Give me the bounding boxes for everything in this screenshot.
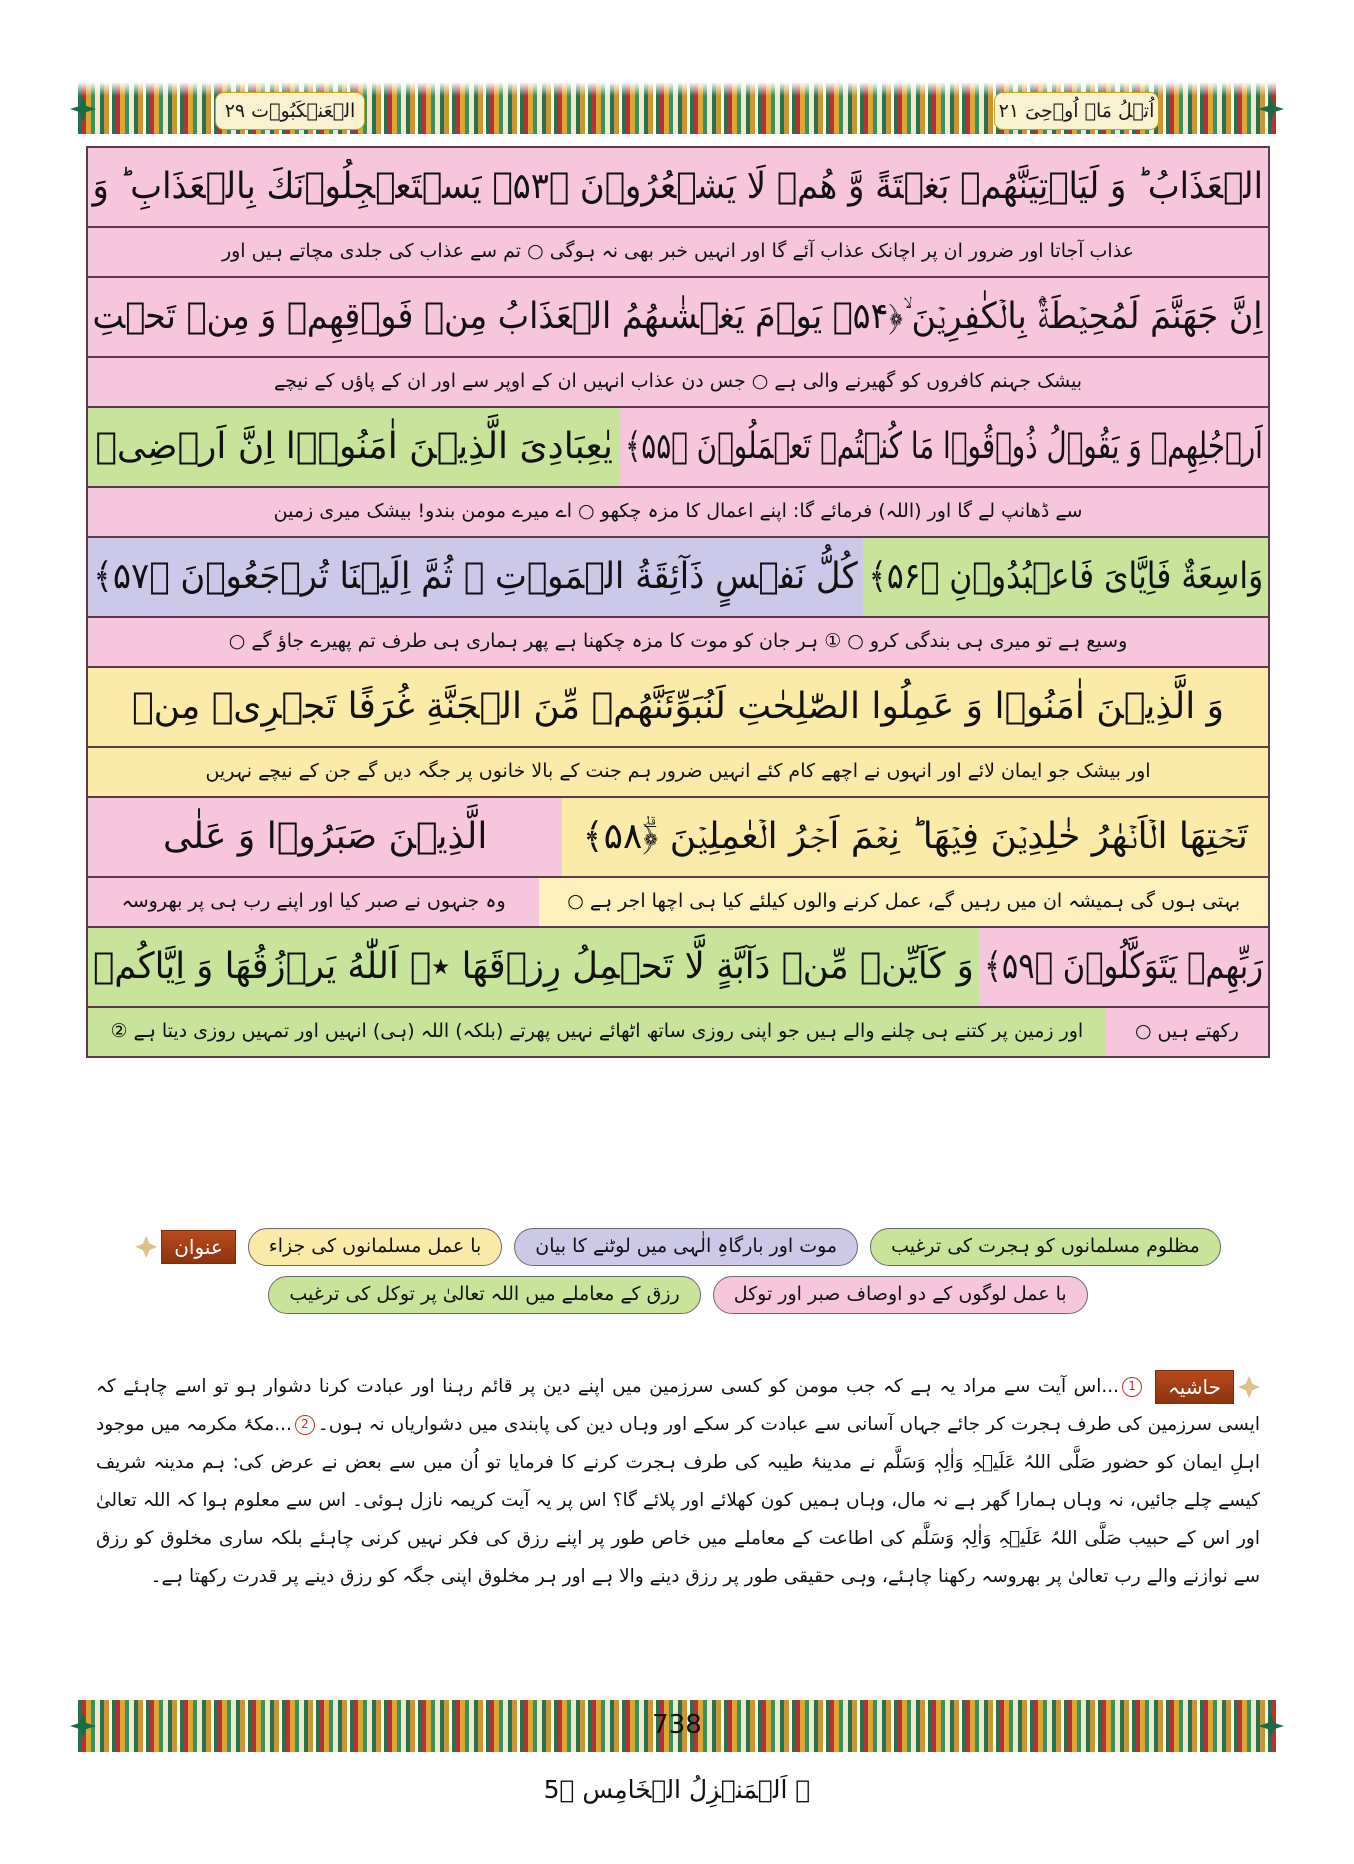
ayah-segment xyxy=(88,278,1268,356)
page-number: 738 xyxy=(652,1710,702,1740)
ayah-segment xyxy=(88,928,979,1006)
ayah-segment xyxy=(88,538,863,616)
ayah-text: یٰعِبَادِیَ الَّذِیۡنَ اٰمَنُوۡۤا اِنَّ اَرۡضِیۡ xyxy=(95,426,613,467)
topics-section xyxy=(86,1228,1270,1314)
ayah-text: تَحۡتِهَا الۡاَنۡهٰرُ خٰلِدِیۡنَ فِیۡهَا ؕ نِعۡمَ اَجۡرُ الۡعٰمِلِیۡنَ ﴿ۗ۵۸﴾ xyxy=(582,816,1248,857)
ayah-segment xyxy=(88,408,620,486)
topics-label: عنوان xyxy=(161,1230,236,1264)
ayah-text: اِنَّ جَهَنَّمَ لَمُحِیۡطَةٌۢ بِالۡكٰفِرِیۡنَ ۙ﴿۵۴﴾ یَوۡمَ یَغۡشٰىهُمُ الۡعَذَابُ مِنۡ فَوۡقِهِمۡ وَ مِنۡ تَحۡتِ xyxy=(92,296,1264,337)
verse-block xyxy=(86,146,1270,1058)
footnote-label-wrap xyxy=(1155,1370,1260,1404)
manzil-label: ﴿ اَلۡمَنۡزِلُ الۡخَامِس ﴾5 xyxy=(543,1775,811,1804)
footnote-marker-1: 1 xyxy=(1122,1377,1142,1397)
translation-text: اور زمین پر کتنے ہی چلنے والے ہیں جو اپنی روزی ساتھ اٹھائے نہیں پھرتے (بلکہ) اللہ (ہی) انہیں اور تمہیں روزی دیتا ہے ② xyxy=(110,1020,1084,1043)
ayah-text: الَّذِیۡنَ صَبَرُوۡا وَ عَلٰی xyxy=(163,816,488,857)
translation-segment xyxy=(88,488,1268,536)
topic-pill[interactable]: موت اور بارگاہِ الٰہی میں لوٹنے کا بیان xyxy=(514,1228,858,1266)
translation-segment xyxy=(539,878,1268,926)
translation-segment xyxy=(88,358,1268,406)
footnote-text-2: ...مکۂ مکرمہ میں موجود اہلِ ایمان کو حضور صَلَّی اللہُ عَلَیۡہِ وَاٰلِہٖ وَسَلَّم نے مدینۂ طیبہ کی طرف ہجرت کرنے کا فرمایا تو اُن میں سے بعض نے عرض کی: ہم مدینہ شریف کیسے چلے جائیں، نہ وہاں ہمارا گھر ہے نہ مال، وہاں ہمیں کون کھلائے اور پلائے گا؟ اس پر یہ آیت کریمہ نازل ہوئی۔ اس سے معلوم ہوا کہ اللہ تعالیٰ اور اس کے حبیب صَلَّی اللہُ عَلَیۡہِ وَاٰلِہٖ وَسَلَّم کی اطاعت کے معاملے میں خاص طور پر اپنے رزق کی فکر نہیں کرنی چاہئے بلکہ ساری مخلوق کو رزق سے نوازنے والے رب تعالیٰ پر بھروسہ رکھنا چاہئے، وہی حقیقی طور پر رزق دینے والا ہے اور ہر مخلوق اپنی جگہ کو رزق دینے پر قدرت رکھتا ہے۔ xyxy=(96,1413,1260,1587)
translation-row xyxy=(88,878,1268,928)
translation-segment xyxy=(88,228,1268,276)
translation-segment xyxy=(1106,1008,1268,1056)
translation-text: وہ جنہوں نے صبر کیا اور اپنے رب ہی پر بھروسہ xyxy=(121,890,506,913)
translation-row xyxy=(88,488,1268,538)
translation-row xyxy=(88,228,1268,278)
ayah-row xyxy=(88,278,1268,358)
translation-segment xyxy=(88,748,1268,796)
topic-pill[interactable]: با عمل مسلمانوں کی جزاء xyxy=(248,1228,503,1266)
ayah-row xyxy=(88,928,1268,1008)
translation-text: عذاب آجاتا اور ضرور ان پر اچانک عذاب آئے گا اور انہیں خبر بھی نہ ہوگی ○ تم سے عذاب کی جلدی مچاتے ہیں اور xyxy=(221,240,1135,263)
ayah-row xyxy=(88,798,1268,878)
ayah-row xyxy=(88,538,1268,618)
ayah-segment xyxy=(88,668,1268,746)
translation-text: بہتی ہوں گی ہمیشہ ان میں رہیں گے، عمل کرنے والوں کیلئے کیا ہی اچھا اجر ہے ○ xyxy=(567,890,1241,913)
topic-pill[interactable]: با عمل لوگوں کے دو اوصاف صبر اور توکل xyxy=(713,1276,1088,1314)
ayah-text: وَاسِعَةٌ فَاِیَّایَ فَاعۡبُدُوۡنِ ﴿۵۶﴾ xyxy=(868,556,1263,597)
ayah-text: وَ الَّذِیۡنَ اٰمَنُوۡا وَ عَمِلُوا الصّٰلِحٰتِ لَنُبَوِّئَنَّهُمۡ مِّنَ الۡجَنَّةِ غُرَفًا تَجۡرِیۡ مِنۡ xyxy=(131,686,1225,727)
translation-text: بیشک جہنم کافروں کو گھیرنے والی ہے ○ جس دن عذاب انہیں ان کے اوپر سے اور ان کے پاؤں کے نیچے xyxy=(273,370,1083,393)
juz-name-cartouche: اُتۡلُ مَاۤ اُوۡحِیَ ٢١ xyxy=(994,92,1159,130)
translation-text: وسیع ہے تو میری ہی بندگی کرو ○ ① ہر جان کو موت کا مزہ چکھنا ہے پھر ہماری ہی طرف تم پھیرے جاؤ گے ○ xyxy=(228,630,1128,653)
footnote-label: حاشیہ xyxy=(1155,1370,1234,1404)
ornament-icon xyxy=(135,1236,157,1258)
ayah-text: رَبِّهِمۡ یَتَوَكَّلُوۡنَ ﴿۵۹﴾ xyxy=(983,946,1263,987)
ayah-row xyxy=(88,668,1268,748)
ayah-segment xyxy=(562,798,1268,876)
ayah-row xyxy=(88,408,1268,488)
ayah-segment xyxy=(863,538,1268,616)
footnote-marker-2: 2 xyxy=(295,1415,315,1435)
translation-segment xyxy=(88,878,539,926)
ayah-text: اَرۡجُلِهِمۡ وَ یَقُوۡلُ ذُوۡقُوۡا مَا كُنۡتُمۡ تَعۡمَلُوۡنَ ﴿۵۵﴾ xyxy=(625,426,1264,467)
translation-text: اور بیشک جو ایمان لائے اور انہوں نے اچھے کام کئے انہیں ضرور ہم جنت کے بالا خانوں پر جگہ دیں گے جن کے نیچے نہریں xyxy=(205,760,1151,783)
topics-label-wrap xyxy=(135,1230,236,1264)
footnote-section xyxy=(96,1368,1260,1596)
translation-segment xyxy=(88,618,1268,666)
surah-name-cartouche: الۡعَنۡکَبُوۡت ٢٩ xyxy=(215,92,365,130)
ayah-text: كُلُّ نَفۡسٍ ذَآئِقَةُ الۡمَوۡتِ ۟ ثُمَّ اِلَیۡنَا تُرۡجَعُوۡنَ ﴿۵۷﴾ xyxy=(93,556,858,597)
ayah-segment xyxy=(979,928,1268,1006)
translation-text: رکھتے ہیں ○ xyxy=(1134,1020,1239,1043)
translation-row xyxy=(88,748,1268,798)
ayah-segment xyxy=(88,148,1268,226)
ornament-icon xyxy=(1238,1376,1260,1398)
ayah-segment xyxy=(88,798,562,876)
translation-row xyxy=(88,618,1268,668)
topic-line-2 xyxy=(86,1276,1270,1314)
translation-segment xyxy=(88,1008,1106,1056)
topic-line-1 xyxy=(86,1228,1270,1266)
topic-pill[interactable]: رزق کے معاملے میں اللہ تعالیٰ پر توکل کی ترغیب xyxy=(268,1276,700,1314)
footnote-text-1: ...اس آیت سے مراد یہ ہے کہ جب مومن کو کسی سرزمین میں اپنے دین پر قائم رہنا اور عبادت کرنا دشوار ہو تو اسے چاہئے کہ ایسی سرزمین کی طرف ہجرت کر جائے جہاں آسانی سے عبادت کر سکے اور وہاں دین کی پابندی میں دشواریاں نہ ہوں۔ xyxy=(96,1376,1261,1435)
translation-text: سے ڈھانپ لے گا اور (اللہ) فرمائے گا: اپنے اعمال کا مزہ چکھو ○ اے میرے مومن بندو! بیشک میری زمین xyxy=(273,500,1083,523)
ayah-text: الۡعَذَابُ ؕ وَ لَیَاۡتِیَنَّهُمۡ بَغۡتَةً وَّ هُمۡ لَا یَشۡعُرُوۡنَ ﴿۵۳﴾ یَسۡتَعۡجِلُوۡنَكَ بِالۡعَذَابِ ؕ وَ xyxy=(92,166,1264,207)
ayah-row xyxy=(88,148,1268,228)
ayah-segment xyxy=(620,408,1268,486)
translation-row xyxy=(88,1008,1268,1058)
translation-row xyxy=(88,358,1268,408)
ayah-text: وَ كَاَیِّنۡ مِّنۡ دَآبَّةٍ لَّا تَحۡمِلُ رِزۡقَهَا ٭ۖ اَللّٰهُ یَرۡزُقُهَا وَ اِیَّاكُمۡ xyxy=(92,946,974,987)
topic-pill[interactable]: مظلوم مسلمانوں کو ہجرت کی ترغیب xyxy=(870,1228,1221,1266)
